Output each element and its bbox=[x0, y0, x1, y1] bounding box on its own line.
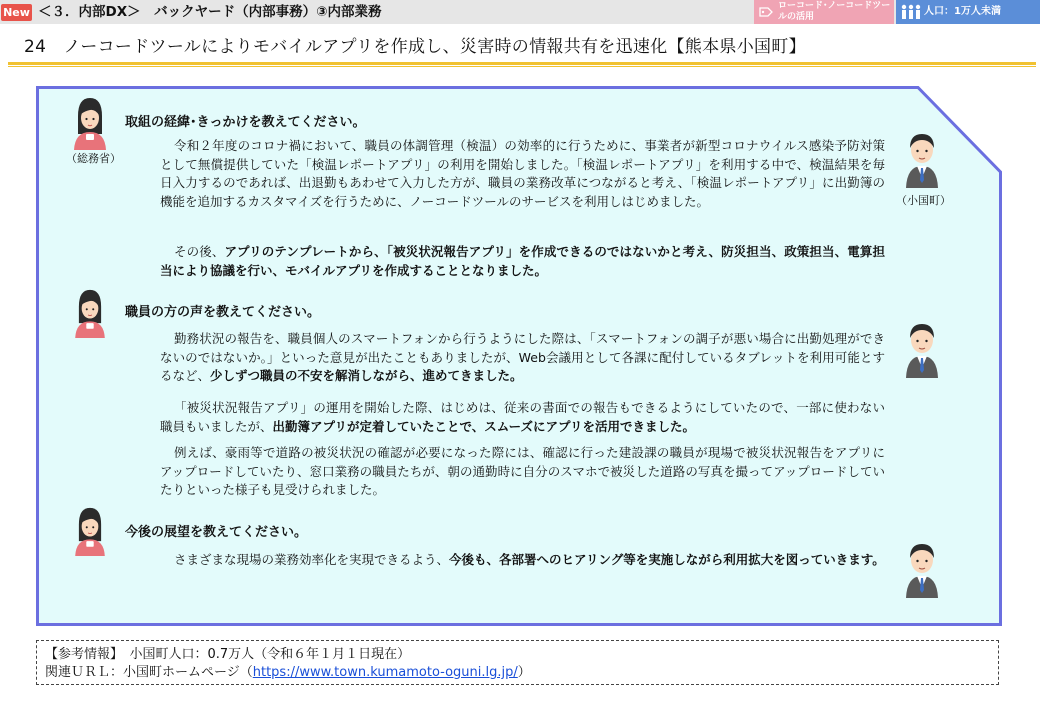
ministry-avatar-3 bbox=[70, 506, 110, 556]
town-avatar-3 bbox=[900, 538, 944, 598]
reference-box bbox=[36, 640, 999, 685]
question-2: 職員の方の声を教えてください。 bbox=[125, 305, 321, 320]
answer-2-para-3 bbox=[160, 444, 885, 500]
tag-lowcode-label: ローコード･ノーコードツールの活用 bbox=[778, 1, 891, 22]
town-avatar-2 bbox=[900, 318, 944, 378]
answer-2-para-1 bbox=[160, 330, 885, 386]
reference-population: 【参考情報】 小国町人口：0.7万人（令和６年１月１日現在） bbox=[45, 647, 411, 662]
new-badge: New bbox=[1, 4, 32, 21]
answer-text-bold: 今後も、各部署へのヒアリング等を実施しながら利用拡大を図っていきます。 bbox=[449, 552, 885, 567]
answer-text: その後、 bbox=[174, 244, 225, 259]
answer-3-para-1 bbox=[160, 551, 885, 570]
ministry-avatar-2 bbox=[70, 288, 110, 338]
ministry-avatar-1 bbox=[70, 96, 110, 150]
page-title: 24 ノーコードツールによりモバイルアプリを作成し、災害時の情報共有を迅速化【熊本県小国町】 bbox=[24, 37, 806, 57]
question-1: 取組の経緯･きっかけを教えてください。 bbox=[125, 115, 366, 130]
tag-lowcode bbox=[754, 0, 894, 24]
tag-population-label: 人口：1万人未満 bbox=[924, 6, 1001, 17]
answer-text: 例えば、豪雨等で道路の被災状況の確認が必要になった際には、確認に行った建設課の職員が現場で被災状況報告をアプリにアップロードしていたり、窓口業務の職員たちが、朝の通勤時に自分のスマホで被災した道路の写真を撮ってアップロードしていたりといった様子も見受けられました。 bbox=[160, 445, 885, 497]
answer-1-para-2 bbox=[160, 243, 885, 280]
answer-text: 「被災状況報告アプリ」の運用を開始した際、はじめは、従来の書面での報告もできるようにしていたので、一部に使わない職員もいましたが、 bbox=[160, 400, 885, 434]
title-rule-thin bbox=[8, 66, 1036, 67]
answer-1-para-1 bbox=[160, 137, 885, 211]
town-homepage-link[interactable]: https://www.town.kumamoto-oguni.lg.jp/ bbox=[252, 665, 518, 680]
reference-url-suffix: ） bbox=[517, 665, 531, 680]
people-icon bbox=[900, 4, 922, 20]
answer-text: 令和２年度のコロナ禍において、職員の体調管理（検温）の効率的に行うために、事業者が新型コロナウイルス感染予防対策として無償提供していた「検温レポートアプリ」の利用を開始しました。「検温レポートアプリ」を利用する中で、検温結果を毎日入力するのであれば、出退勤もあわせて入力した方が、職員の業務改革につながると考え、「検温レポートアプリ」に出勤簿の機能を追加するカスタマイズを行うために、ノーコードツールのサービスを利用しはじめました。 bbox=[160, 138, 885, 209]
top-banner bbox=[0, 0, 1040, 24]
answer-text: さまざまな現場の業務効率化を実現できるよう、 bbox=[174, 552, 450, 567]
reference-url-prefix: 関連ＵＲＬ：小国町ホームページ（ bbox=[45, 665, 253, 680]
ribbon-icon bbox=[758, 5, 774, 19]
answer-text-bold: 少しずつ職員の不安を解消しながら、進めてきました。 bbox=[210, 368, 523, 383]
tag-population bbox=[896, 0, 1040, 24]
section-title: ＜３．内部DX＞ バックヤード（内部事務）③内部業務 bbox=[38, 4, 382, 20]
answer-text-bold: 出勤簿アプリが定着していたことで、スムーズにアプリを活用できました。 bbox=[272, 418, 696, 434]
ministry-label: （総務省） bbox=[66, 152, 121, 165]
town-label: （小国町） bbox=[896, 194, 951, 207]
answer-2-para-2 bbox=[160, 399, 885, 436]
answer-text: 勤務状況の報告を、職員個人のスマートフォンから行うようにした際は、「スマートフォンの調子が悪い場合に出勤処理ができないのではないか。」といった意見が出たこともありましたが、Web会議用として各課に配付しているタブレットを利用可能とするなど、 bbox=[160, 331, 885, 383]
question-3: 今後の展望を教えてください。 bbox=[125, 525, 308, 540]
title-rule bbox=[8, 62, 1036, 65]
answer-text-bold: アプリのテンプレートから、「被災状況報告アプリ」を作成できるのではないかと考え、防災担当、政策担当、電算担当により協議を行い、モバイルアプリを作成することとなりました。 bbox=[160, 244, 885, 278]
reference-url-line bbox=[45, 665, 531, 681]
town-avatar-1 bbox=[900, 128, 944, 188]
